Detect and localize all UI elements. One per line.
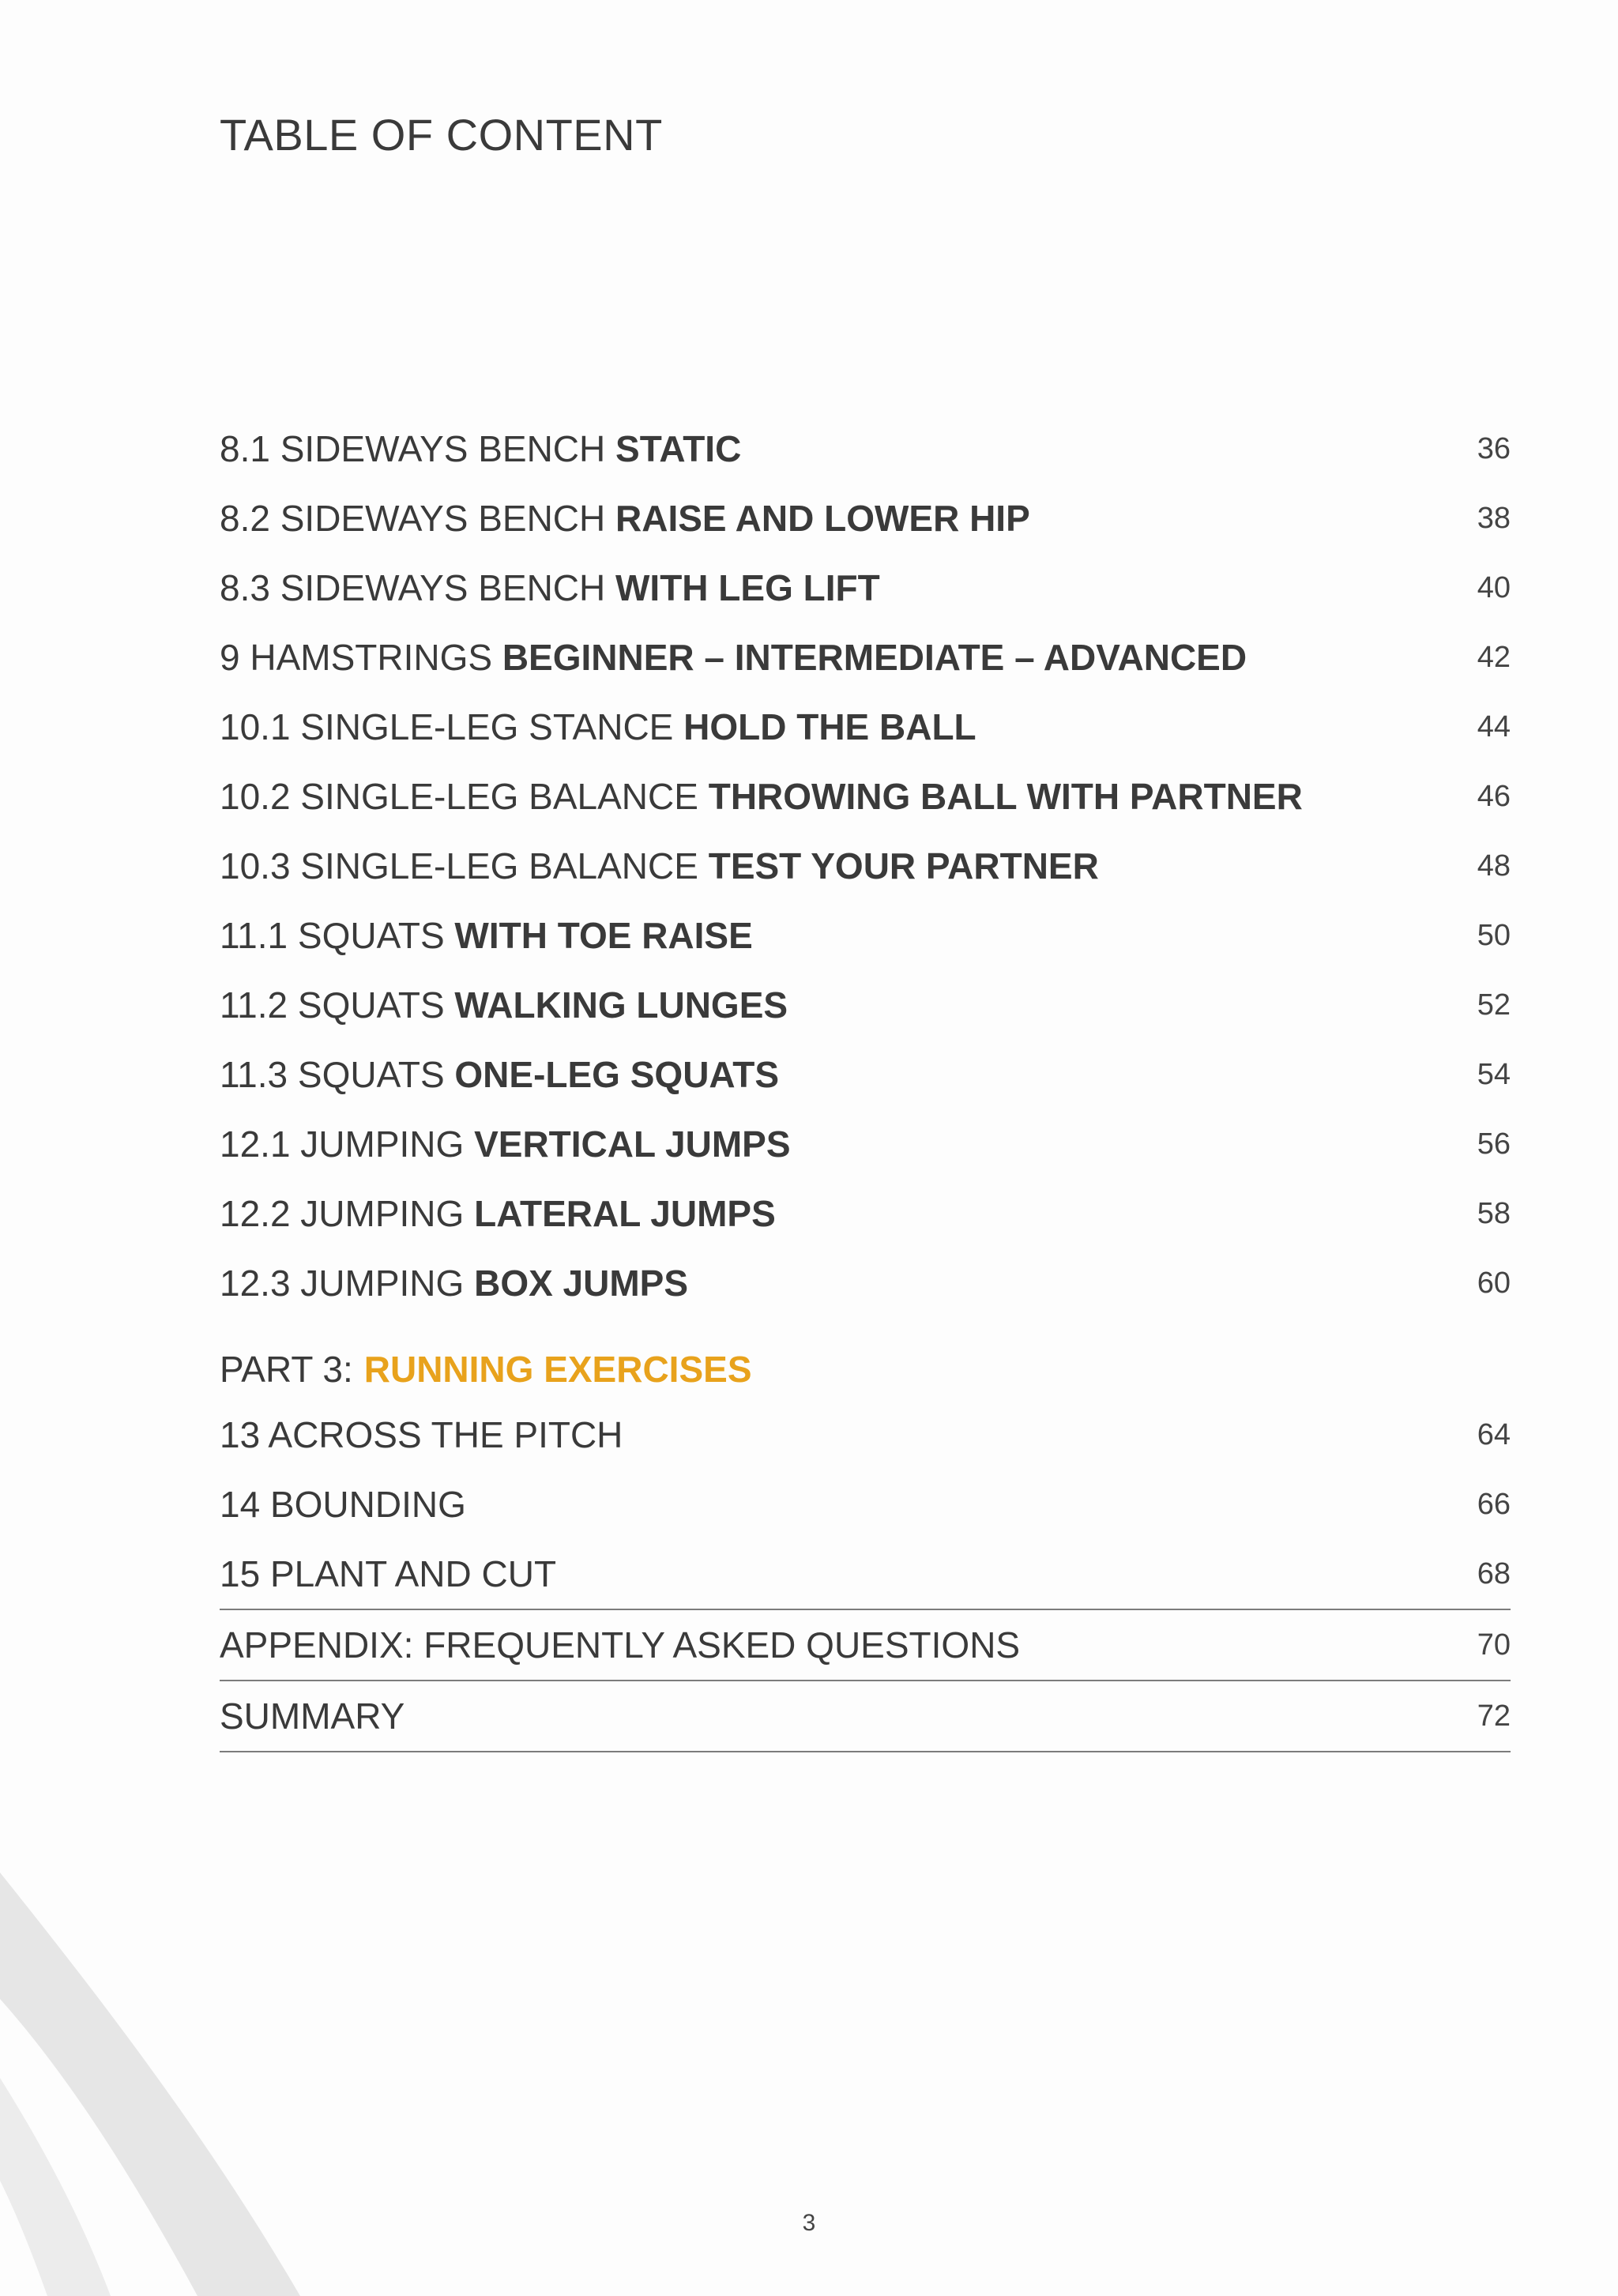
toc-entry-bold: LATERAL JUMPS [474,1193,776,1234]
toc-entry-label [220,1192,776,1235]
toc-list [220,414,1511,1752]
toc-entry-page: 48 [1477,849,1511,883]
toc-row[interactable] [220,553,1511,623]
toc-row[interactable] [220,484,1511,553]
toc-row[interactable] [220,1470,1511,1539]
toc-entry-bold: BOX JUMPS [474,1263,689,1304]
toc-row-appendix[interactable] [220,1610,1511,1680]
toc-entry-prefix: 12.1 JUMPING [220,1124,465,1165]
toc-entry-page: 56 [1477,1127,1511,1161]
toc-entry-prefix: 10.1 SINGLE-LEG STANCE [220,706,674,747]
toc-entry-label [220,706,976,748]
toc-entry-bold: TEST YOUR PARTNER [708,845,1099,886]
toc-entry-bold: WITH LEG LIFT [615,567,880,608]
toc-entry-page: 66 [1477,1487,1511,1521]
toc-row[interactable] [220,1539,1511,1609]
toc-entry-page: 58 [1477,1196,1511,1230]
toc-entry-prefix: 11.3 SQUATS [220,1054,445,1095]
toc-entry-prefix: 12.3 JUMPING [220,1263,465,1304]
page-title: TABLE OF CONTENT [220,110,663,160]
toc-entry-label [220,914,753,957]
toc-entry-bold: VERTICAL JUMPS [474,1124,791,1165]
toc-entry-label [220,775,1303,818]
toc-row[interactable] [220,762,1511,831]
toc-entry-bold: ONE-LEG SQUATS [454,1054,780,1095]
toc-entry-label [220,497,1030,540]
part-3-header [220,1318,1511,1400]
toc-entry-bold: BEGINNER – INTERMEDIATE – ADVANCED [502,637,1247,678]
toc-entry-prefix: 8.2 SIDEWAYS BENCH [220,498,606,539]
toc-entry-label [220,984,788,1026]
toc-entry-page: 38 [1477,501,1511,535]
toc-entry-prefix: 8.1 SIDEWAYS BENCH [220,428,606,469]
toc-row[interactable] [220,623,1511,692]
toc-entry-label [220,845,1099,887]
toc-row[interactable] [220,1109,1511,1179]
toc-entry-label [220,1053,779,1096]
toc-row[interactable] [220,1179,1511,1248]
toc-entry-prefix: 11.1 SQUATS [220,915,445,956]
toc-entry-label: 13 ACROSS THE PITCH [220,1414,623,1455]
toc-entry-label [220,427,741,470]
toc-entry-page: 50 [1477,918,1511,952]
toc-entry-page: 46 [1477,779,1511,813]
part-3-entries [220,1400,1511,1609]
toc-entry-page: 36 [1477,431,1511,465]
toc-row[interactable] [220,970,1511,1040]
toc-entry-page: 70 [1477,1628,1511,1662]
toc-entry-prefix: 9 HAMSTRINGS [220,637,493,678]
toc-entry-page: 54 [1477,1057,1511,1091]
page-number: 3 [802,2210,816,2236]
toc-entry-page: 44 [1477,710,1511,743]
toc-entry-page: 40 [1477,570,1511,604]
toc-entry-label [220,1262,688,1304]
toc-entry-bold: RAISE AND LOWER HIP [615,498,1030,539]
divider [220,1751,1511,1752]
toc-entry-prefix: 11.2 SQUATS [220,984,445,1026]
part-3-heading [220,1348,752,1391]
toc-entry-page: 72 [1477,1699,1511,1733]
toc-entry-bold: WALKING LUNGES [454,984,788,1026]
toc-entry-bold: WITH TOE RAISE [454,915,753,956]
toc-entry-prefix: 12.2 JUMPING [220,1193,465,1234]
part-3-label: PART 3: [220,1349,353,1390]
toc-entry-label [220,566,880,609]
toc-entry-prefix: 8.3 SIDEWAYS BENCH [220,567,606,608]
toc-entry-page: 64 [1477,1417,1511,1451]
toc-entry-label: 15 PLANT AND CUT [220,1553,557,1594]
toc-row[interactable] [220,692,1511,762]
toc-entry-page: 52 [1477,988,1511,1022]
toc-entry-bold: THROWING BALL WITH PARTNER [708,776,1303,817]
toc-row-summary[interactable] [220,1681,1511,1751]
toc-entry-prefix: 10.3 SINGLE-LEG BALANCE [220,845,698,886]
toc-entry-label: SUMMARY [220,1696,405,1737]
toc-row[interactable] [220,1248,1511,1318]
toc-row[interactable] [220,831,1511,901]
toc-entry-bold: HOLD THE BALL [683,706,976,747]
toc-entry-label [220,1123,791,1165]
part-3-title: RUNNING EXERCISES [363,1349,752,1390]
toc-entry-label: APPENDIX: FREQUENTLY ASKED QUESTIONS [220,1624,1021,1666]
toc-entry-page: 42 [1477,640,1511,674]
toc-entry-label: 14 BOUNDING [220,1484,466,1525]
toc-row[interactable] [220,1400,1511,1470]
toc-entries [220,414,1511,1318]
toc-entry-label [220,636,1247,679]
toc-entry-page: 60 [1477,1266,1511,1300]
toc-entry-bold: STATIC [615,428,742,469]
toc-row[interactable] [220,414,1511,484]
toc-entry-prefix: 10.2 SINGLE-LEG BALANCE [220,776,698,817]
toc-row[interactable] [220,901,1511,970]
toc-row[interactable] [220,1040,1511,1109]
toc-entry-page: 68 [1477,1556,1511,1590]
